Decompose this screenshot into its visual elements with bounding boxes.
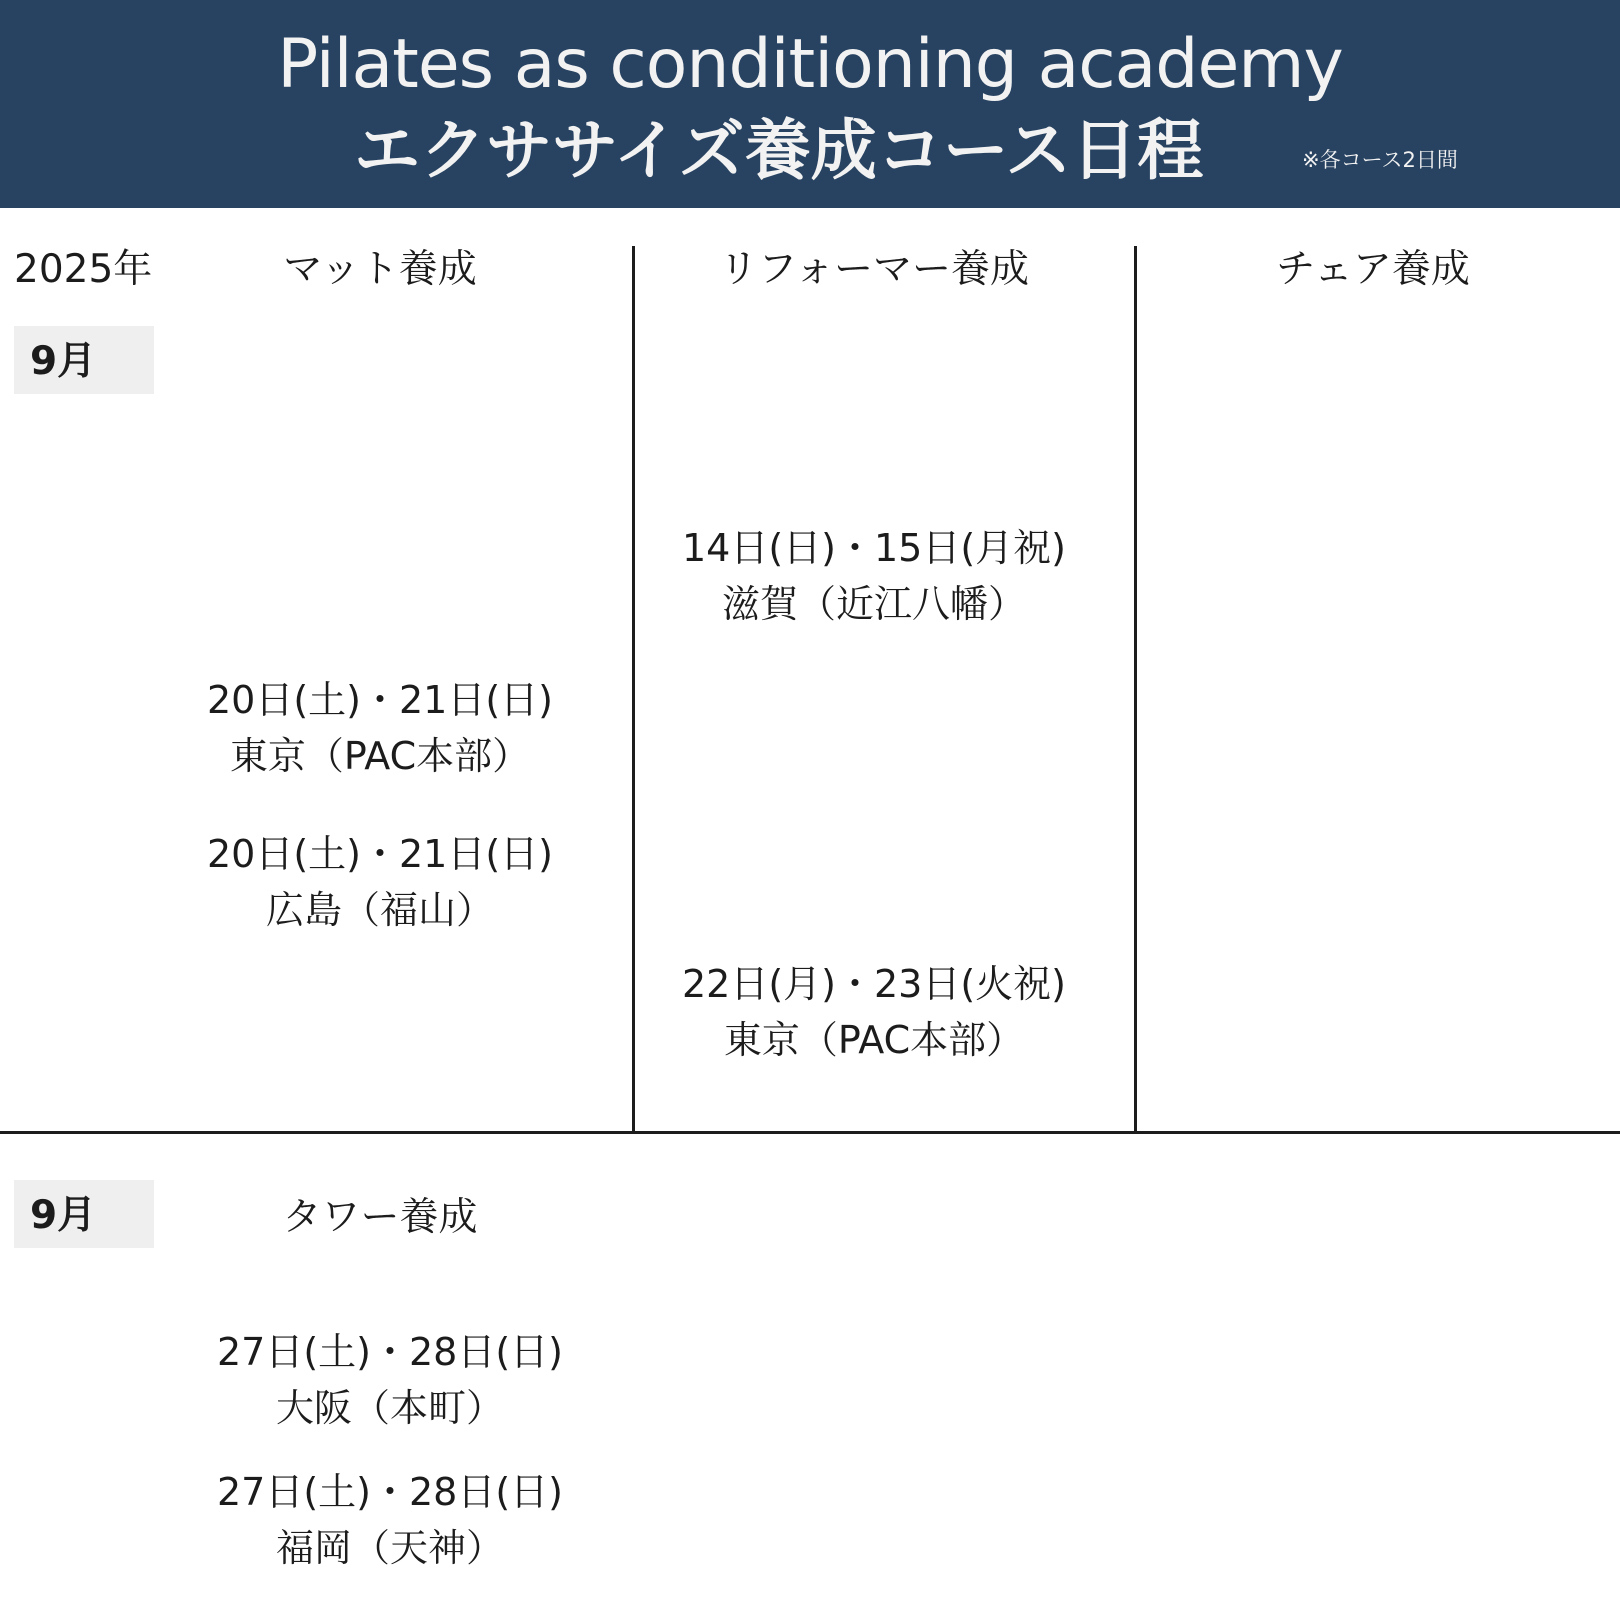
entry-place: 広島（福山）: [265, 888, 494, 932]
column-header-chair: チェア養成: [1276, 247, 1470, 292]
column-header-tower: タワー養成: [282, 1195, 478, 1240]
schedule-entry: [180, 826, 580, 938]
entry-place: 大阪（本町）: [275, 1386, 504, 1430]
column-header-reformer: リフォーマー養成: [718, 247, 1030, 292]
year-label: 2025年: [14, 247, 153, 292]
entry-date: 27日(土)・28日(日): [216, 1470, 563, 1514]
entry-date: 22日(月)・23日(火祝): [681, 962, 1066, 1006]
entry-date: 20日(土)・21日(日): [206, 832, 553, 876]
schedule-entry: [180, 1324, 600, 1436]
title-note: ※各コース2日間: [1302, 148, 1458, 172]
section-divider: [0, 1131, 1620, 1134]
column-header-mat: マット養成: [283, 247, 477, 292]
column-divider: [1134, 246, 1137, 1133]
entry-place: 東京（PAC本部）: [229, 734, 531, 778]
schedule-entry: [634, 956, 1114, 1068]
entry-date: 27日(土)・28日(日): [216, 1330, 563, 1374]
title-english: Pilates as conditioning academy: [277, 25, 1343, 104]
month-label: 9月: [30, 1193, 97, 1238]
title-japanese: エクササイズ養成コース日程: [354, 112, 1204, 189]
schedule-entry: [180, 1464, 600, 1576]
entry-place: 東京（PAC本部）: [723, 1018, 1025, 1062]
month-badge: [14, 326, 154, 394]
entry-date: 14日(日)・15日(月祝): [681, 526, 1066, 570]
schedule-entry: [180, 672, 580, 784]
header-banner: [0, 0, 1620, 208]
entry-place: 福岡（天神）: [275, 1526, 504, 1570]
entry-date: 20日(土)・21日(日): [206, 678, 553, 722]
schedule-entry: [634, 520, 1114, 632]
entry-place: 滋賀（近江八幡）: [721, 582, 1026, 626]
month-label: 9月: [30, 339, 97, 384]
month-badge: [14, 1180, 154, 1248]
